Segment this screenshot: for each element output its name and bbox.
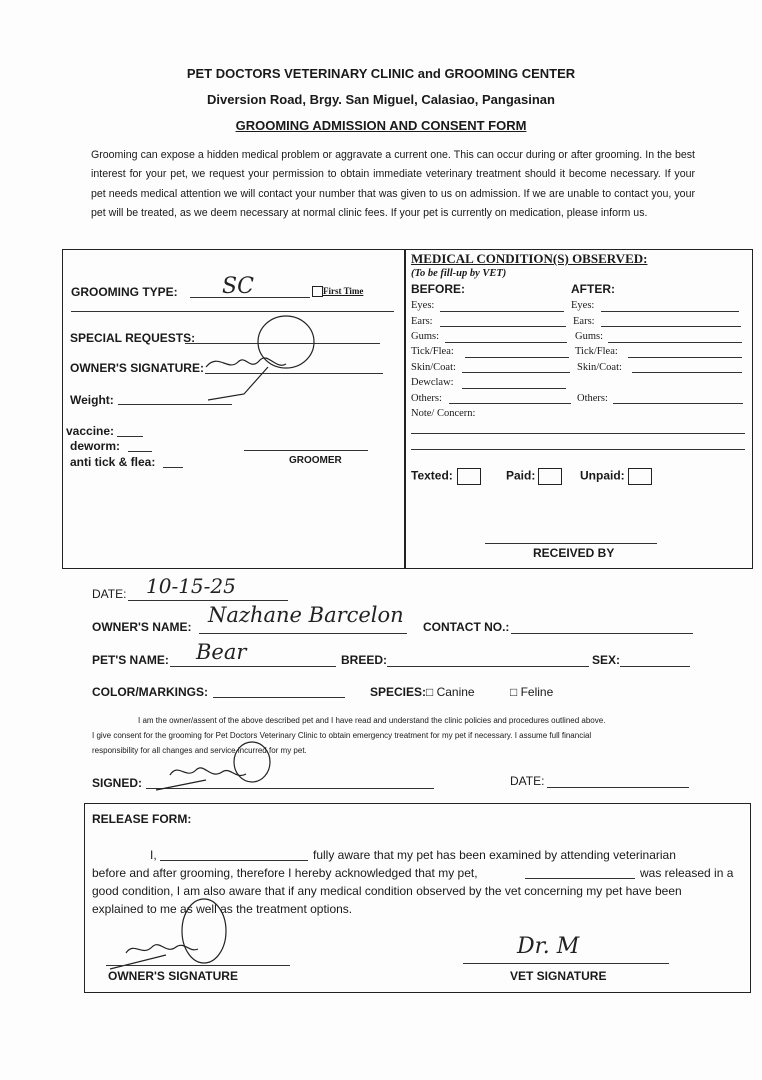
after-ears-field[interactable]	[601, 326, 741, 327]
before-others-label: Others:	[411, 393, 442, 404]
vaccine-label: vaccine:	[66, 424, 115, 438]
after-others-field[interactable]	[613, 403, 743, 404]
contact-label: CONTACT NO.:	[423, 620, 510, 634]
before-tickflea-field[interactable]	[465, 357, 569, 358]
owner-signature-release-line[interactable]	[106, 965, 290, 966]
release-text-5: explained to me as well as the treatment options.	[92, 902, 353, 916]
texted-checkbox[interactable]	[457, 468, 481, 485]
date-label: DATE:	[92, 587, 127, 601]
date2-label: DATE:	[510, 774, 545, 788]
intro-paragraph: Grooming can expose a hidden medical problem or aggravate a current one. This can occur during or after grooming. In the best interest for your pet, we request your permission to obtain immediate veterinary treatment should it become necessary. If your pet needs medical attention we will contact your number that was given to us on admission. If we are unable to contact you, your pet will be treated, as we deem necessary at normal clinic fees. If your pet is currently on medication, please inform us.	[91, 149, 695, 219]
owner-signature-label: OWNER'S SIGNATURE:	[70, 361, 204, 375]
release-pet-field[interactable]	[525, 878, 635, 879]
release-text-2: before and after grooming, therefore I hereby acknowledged that my pet,	[92, 866, 478, 880]
groomer-signature-line[interactable]	[244, 450, 368, 451]
owner-name-value: Nazhane Barcelon	[208, 603, 404, 627]
before-ears-field[interactable]	[440, 326, 566, 327]
before-label: BEFORE:	[411, 282, 465, 296]
before-others-field[interactable]	[449, 403, 571, 404]
signed-label: SIGNED:	[92, 776, 143, 790]
after-eyes-label: Eyes:	[571, 300, 595, 311]
feline-option[interactable]: □ Feline	[510, 685, 554, 699]
consent-line-1: I am the owner/assent of the above described pet and I have read and understand the clinic policies and procedures outlined above.	[138, 716, 606, 725]
note-label: Note/ Concern:	[411, 408, 476, 419]
grooming-type-label: GROOMING TYPE:	[71, 285, 178, 299]
grooming-type-value: SC	[222, 274, 254, 299]
vet-signature-label: VET SIGNATURE	[510, 969, 607, 983]
contact-field[interactable]	[511, 633, 693, 634]
date2-field[interactable]	[547, 787, 689, 788]
release-text-4: good condition, I am also aware that if any medical condition observed by the vet concerning my pet have been	[92, 884, 682, 898]
pet-name-value: Bear	[196, 640, 247, 664]
before-eyes-label: Eyes:	[411, 300, 435, 311]
owner-name-label: OWNER'S NAME:	[92, 620, 192, 634]
breed-field[interactable]	[387, 666, 589, 667]
texted-text: Texted:	[411, 468, 453, 483]
after-tickflea-field[interactable]	[628, 357, 742, 358]
after-gums-label: Gums:	[575, 331, 604, 342]
before-skincoat-label: Skin/Coat:	[411, 362, 456, 373]
color-markings-label: COLOR/MARKINGS:	[92, 685, 208, 699]
tick-flea-field[interactable]	[163, 467, 183, 468]
note-line-1[interactable]	[411, 433, 745, 434]
owner-signature-scribble	[198, 312, 328, 402]
paid-text: Paid:	[506, 468, 536, 483]
species-label: SPECIES:	[370, 685, 427, 699]
vet-signature-line[interactable]	[463, 963, 669, 964]
pet-name-field[interactable]	[170, 666, 336, 667]
sex-label: SEX:	[592, 653, 621, 667]
paid-checkbox[interactable]	[538, 468, 562, 485]
weight-label: Weight:	[70, 393, 114, 407]
after-label: AFTER:	[571, 282, 615, 296]
date-value: 10-15-25	[146, 574, 236, 598]
after-ears-label: Ears:	[573, 316, 595, 327]
special-requests-label: SPECIAL REQUESTS:	[70, 331, 196, 345]
owner-name-field[interactable]	[199, 633, 407, 634]
paid-label	[506, 468, 562, 485]
after-eyes-field[interactable]	[601, 311, 739, 312]
before-tickflea-label: Tick/Flea:	[411, 346, 454, 357]
note-line-2[interactable]	[411, 449, 745, 450]
before-dewclaw-field[interactable]	[462, 388, 566, 389]
release-name-field[interactable]	[160, 860, 308, 861]
deworm-label: deworm:	[70, 439, 121, 453]
received-by-line[interactable]	[485, 543, 657, 544]
color-markings-field[interactable]	[213, 697, 345, 698]
consent-line-2: I give consent for the grooming for Pet Doctors Veterinary Clinic to obtain emergency treatment for my pet if necessary. I assume full financial	[92, 731, 592, 740]
breed-label: BREED:	[341, 653, 388, 667]
groomer-label: GROOMER	[289, 455, 342, 466]
first-time-checkbox[interactable]	[312, 286, 323, 297]
release-title: RELEASE FORM:	[92, 812, 192, 826]
before-eyes-field[interactable]	[440, 311, 564, 312]
after-tickflea-label: Tick/Flea:	[575, 346, 618, 357]
release-owner-scribble	[96, 895, 236, 975]
unpaid-checkbox[interactable]	[628, 468, 652, 485]
after-gums-field[interactable]	[608, 342, 742, 343]
vaccine-field[interactable]	[117, 436, 143, 437]
owner-signature-release-label: OWNER'S SIGNATURE	[108, 969, 238, 983]
after-skincoat-label: Skin/Coat:	[577, 362, 622, 373]
canine-option[interactable]: □ Canine	[426, 685, 475, 699]
after-skincoat-field[interactable]	[632, 372, 742, 373]
consent-line-3: responsibility for all changes and service incurred for my pet.	[92, 746, 307, 755]
first-time-label: First Time	[323, 286, 364, 296]
date-field[interactable]	[128, 600, 288, 601]
sex-field[interactable]	[620, 666, 690, 667]
received-by-label: RECEIVED BY	[533, 546, 615, 560]
vet-signature-value: Dr. M	[517, 934, 580, 959]
unpaid-label	[580, 468, 652, 485]
signed-scribble	[146, 740, 276, 800]
clinic-address: Diversion Road, Brgy. San Miguel, Calasiao, Pangasinan	[207, 92, 555, 107]
release-i-label: I,	[150, 848, 157, 862]
form-title: GROOMING ADMISSION AND CONSENT FORM	[235, 118, 527, 133]
pet-name-label: PET'S NAME:	[92, 653, 169, 667]
before-gums-field[interactable]	[445, 342, 567, 343]
before-dewclaw-label: Dewclaw:	[411, 377, 454, 388]
unpaid-text: Unpaid:	[580, 468, 625, 483]
release-text-1: fully aware that my pet has been examined by attending veterinarian	[313, 848, 676, 862]
before-skincoat-field[interactable]	[462, 372, 570, 373]
release-text-3: was released in a	[640, 866, 734, 880]
texted-label	[411, 468, 481, 485]
clinic-name: PET DOCTORS VETERINARY CLINIC and GROOMING CENTER	[186, 66, 576, 81]
after-others-label: Others:	[577, 393, 608, 404]
tick-flea-label: anti tick & flea:	[70, 455, 156, 469]
deworm-field[interactable]	[128, 451, 152, 452]
medical-title: MEDICAL CONDITION(S) OBSERVED:	[411, 251, 648, 266]
medical-subtitle: (To be fill-up by VET)	[411, 268, 507, 279]
before-ears-label: Ears:	[411, 316, 433, 327]
before-gums-label: Gums:	[411, 331, 440, 342]
weight-field[interactable]	[118, 404, 232, 405]
